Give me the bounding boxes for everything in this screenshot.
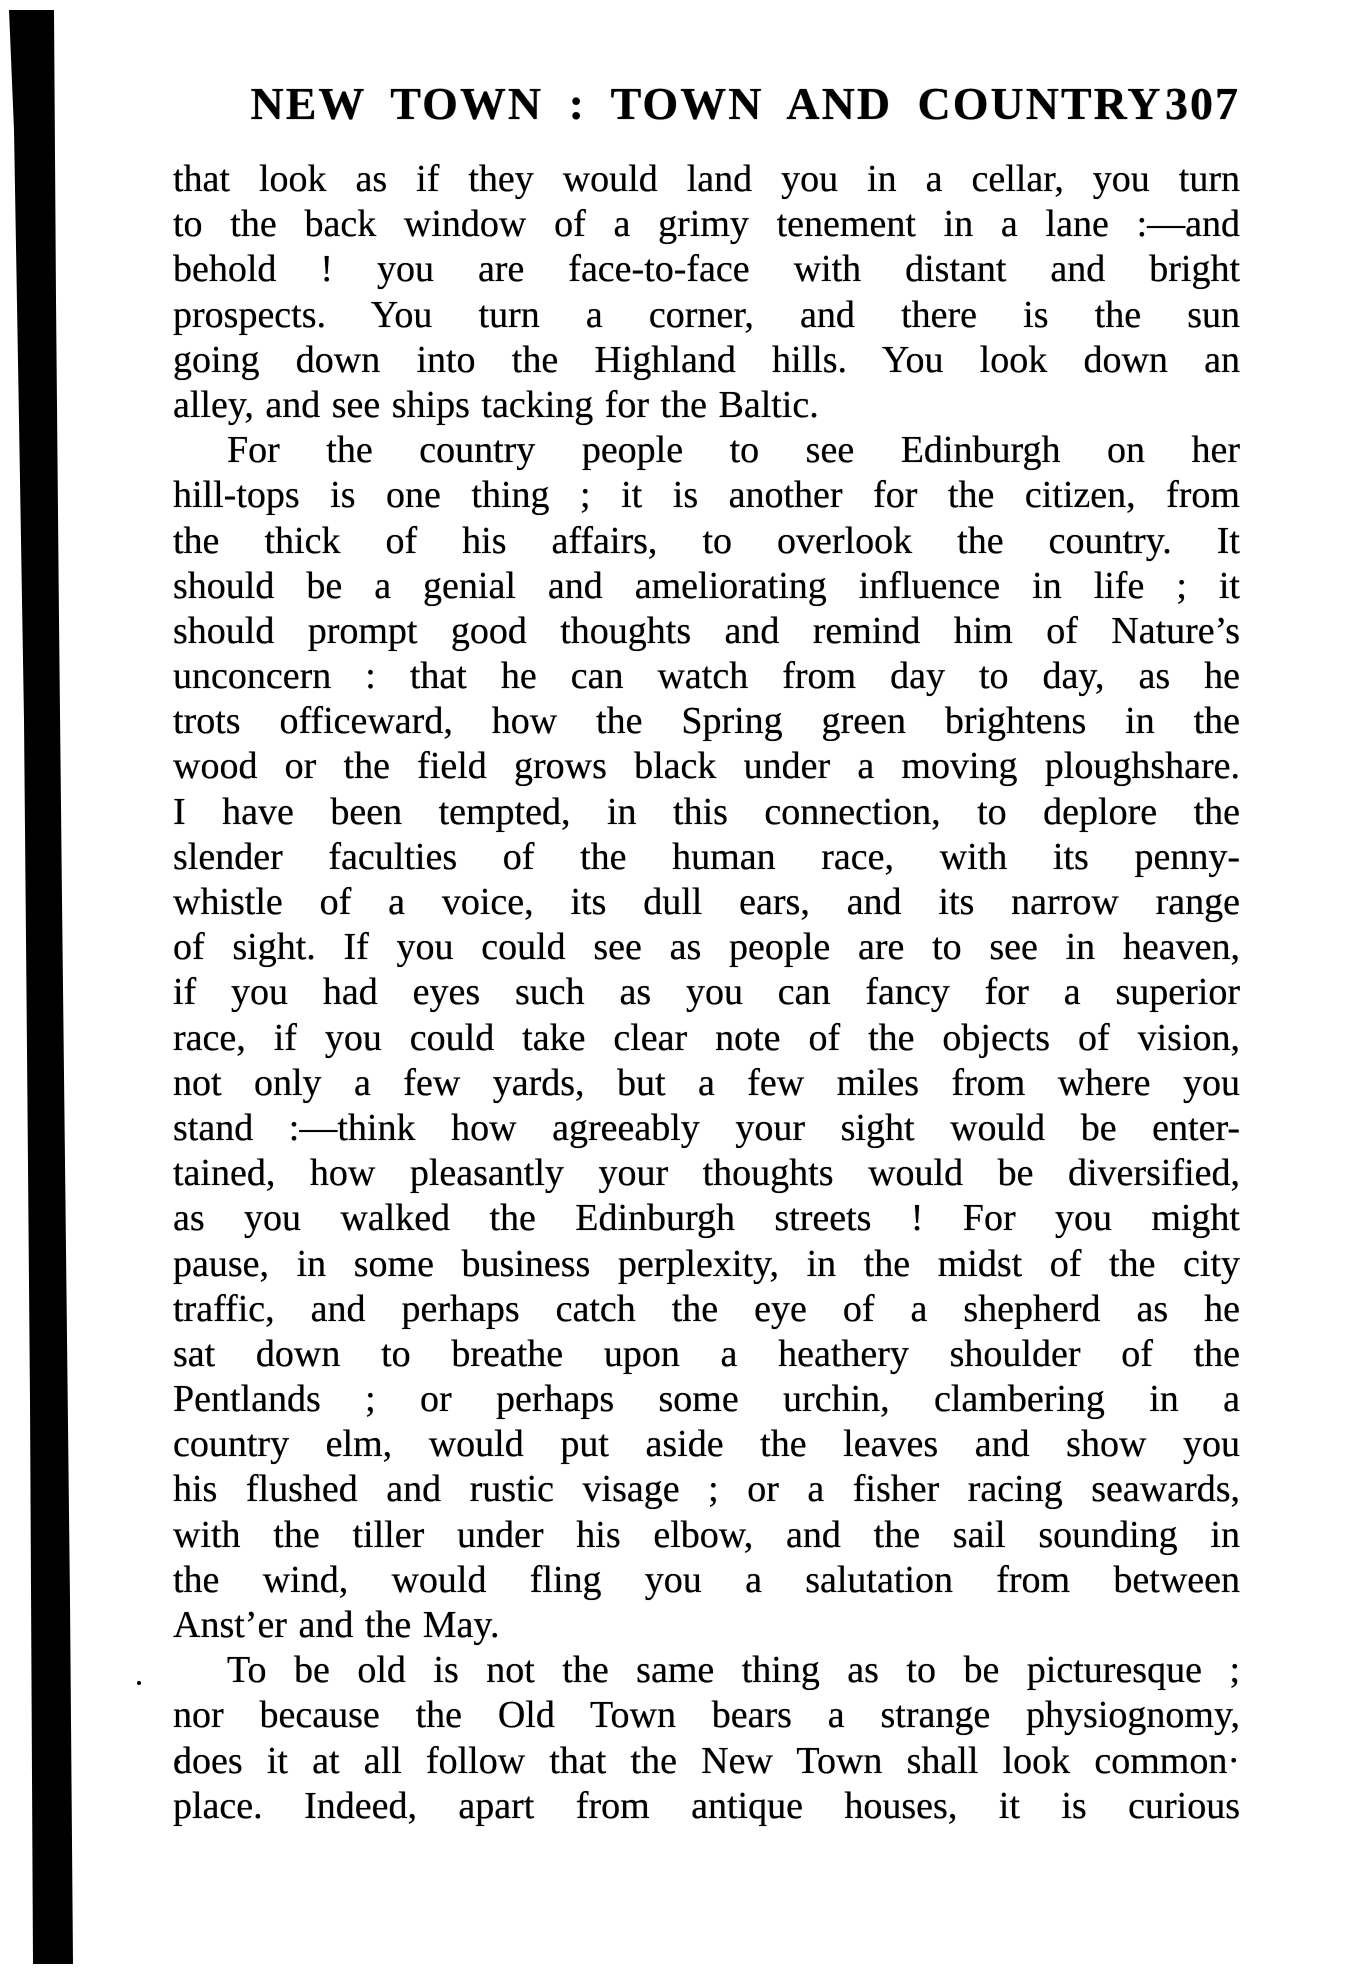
text-line: traffic, and perhaps catch the eye of a shepherd as he [173,1287,1240,1330]
gutter-shadow [0,0,100,1972]
text-line: should prompt good thoughts and remind him of Nature’s [173,609,1240,652]
text-line: the wind, would fling you a salutation from between [173,1558,1240,1601]
text-line: nor because the Old Town bears a strange physiognomy, [173,1694,1240,1737]
page-number: 307 [1165,78,1240,129]
text-line: to the back window of a grimy tenement in a lane :—and [173,203,1240,246]
paragraph [173,428,1240,1648]
text-line: going down into the Highland hills. You look down an [173,338,1240,381]
text-line: Pentlands ; or perhaps some urchin, clambering in a [173,1378,1240,1421]
text-line: wood or the field grows black under a moving ploughshare. [173,745,1240,788]
page-title: NEW TOWN : TOWN AND COUNTRY [250,78,1163,129]
text-line: place. Indeed, apart from antique houses, it is curious [173,1784,1240,1827]
text-line: tained, how pleasantly your thoughts would be diversified, [173,1152,1240,1195]
text-line: stand :—think how agreeably your sight would be enter- [173,1106,1240,1149]
text-line: hill-tops is one thing ; it is another for the citizen, from [173,474,1240,517]
text-line: alley, and see ships tacking for the Baltic. [173,383,819,426]
text-line: country elm, would put aside the leaves and show you [173,1423,1240,1466]
paragraph [173,157,1240,428]
text-line: unconcern : that he can watch from day to day, as he [173,655,1240,698]
text-line: Anst’er and the May. [173,1604,500,1646]
text-line: prospects. You turn a corner, and there is the sun [173,293,1240,336]
text-line: slender faculties of the human race, with its penny- [173,835,1240,878]
text-line: trots officeward, how the Spring green brightens in the [173,700,1240,743]
body-text-block [173,157,1240,1829]
text-line: behold ! you are face-to-face with distant and bright [173,248,1240,291]
running-head [173,76,1240,132]
text-line: does it at all follow that the New Town shall look common· [173,1739,1240,1782]
text-line: pause, in some business perplexity, in the midst of the city [173,1242,1240,1285]
text-line: not only a few yards, but a few miles from where you [173,1061,1240,1104]
text-line: if you had eyes such as you can fancy for a superior [173,971,1240,1014]
text-line: I have been tempted, in this connection, to deplore the [173,790,1240,833]
text-line: race, if you could take clear note of the objects of vision, [173,1016,1240,1059]
scan-speck-icon [137,1681,141,1685]
text-line: should be a genial and ameliorating influence in life ; it [173,564,1240,607]
text-line: with the tiller under his elbow, and the sail sounding in [173,1513,1240,1556]
paragraph [173,1648,1240,1829]
text-line: For the country people to see Edinburgh on her [227,429,1240,472]
text-line: the thick of his affairs, to overlook the country. It [173,519,1240,562]
text-line: sat down to breathe upon a heathery shoulder of the [173,1332,1240,1375]
text-line: his flushed and rustic visage ; or a fisher racing seawards, [173,1468,1240,1511]
text-line: as you walked the Edinburgh streets ! For you might [173,1197,1240,1240]
text-line: whistle of a voice, its dull ears, and its narrow range [173,881,1240,923]
text-line: that look as if they would land you in a cellar, you turn [173,158,1240,200]
text-line: To be old is not the same thing as to be picturesque ; [227,1649,1240,1692]
text-line: of sight. If you could see as people are to see in heaven, [173,926,1240,969]
